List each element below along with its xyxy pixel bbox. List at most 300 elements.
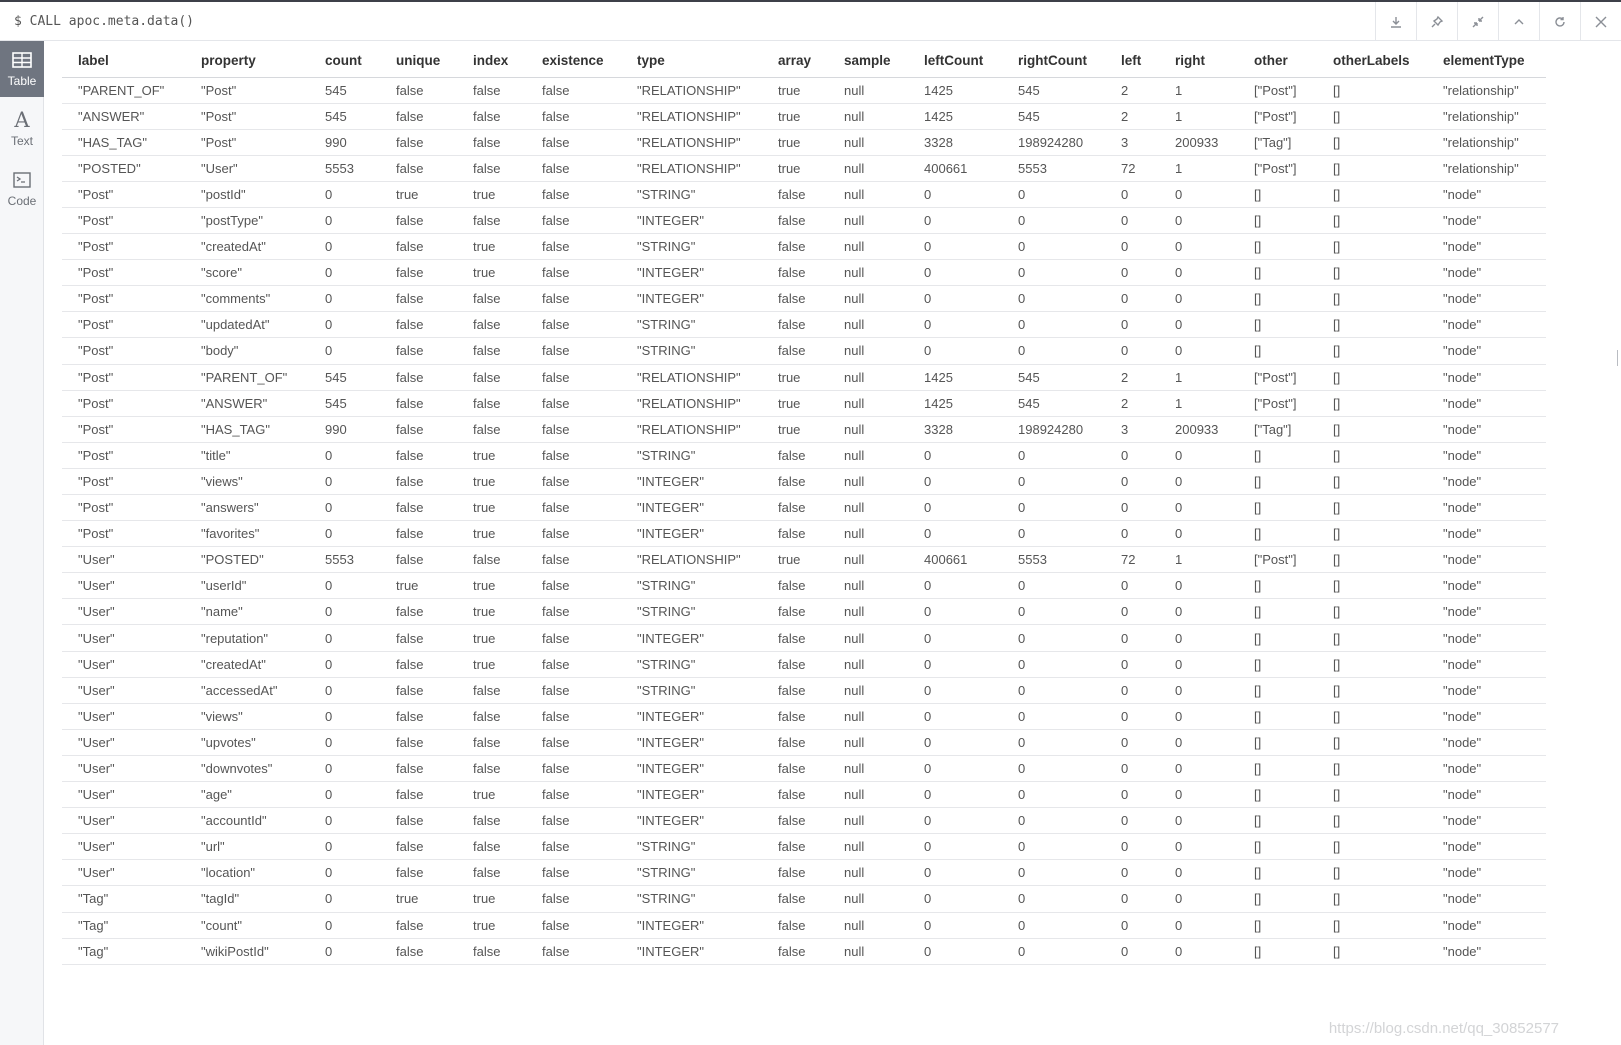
cell-index: true [457, 912, 526, 938]
cell-array: false [762, 677, 828, 703]
cell-index: true [457, 625, 526, 651]
cell-right: 1 [1159, 103, 1238, 129]
cell-property: "wikiPostId" [185, 938, 309, 964]
cell-other: [] [1238, 938, 1317, 964]
cell-type: "INTEGER" [621, 495, 762, 521]
cell-existence: false [526, 155, 621, 181]
collapse-button[interactable] [1457, 2, 1498, 41]
cell-left: 0 [1105, 468, 1159, 494]
cell-elementType: "node" [1427, 207, 1546, 233]
cell-property: "name" [185, 599, 309, 625]
rerun-button[interactable] [1539, 2, 1580, 41]
cell-type: "STRING" [621, 651, 762, 677]
cell-property: "userId" [185, 573, 309, 599]
cell-type: "RELATIONSHIP" [621, 547, 762, 573]
cell-existence: false [526, 442, 621, 468]
cell-other: [] [1238, 495, 1317, 521]
query-command[interactable]: $ CALL apoc.meta.data() [14, 14, 195, 29]
cell-elementType: "node" [1427, 416, 1546, 442]
cell-rightCount: 545 [1002, 103, 1105, 129]
cell-right: 0 [1159, 260, 1238, 286]
cell-index: false [457, 729, 526, 755]
cell-rightCount: 0 [1002, 468, 1105, 494]
cell-rightCount: 0 [1002, 808, 1105, 834]
cell-index: true [457, 495, 526, 521]
cell-right: 200933 [1159, 416, 1238, 442]
cell-index: false [457, 755, 526, 781]
sidebar-item-code[interactable] [0, 161, 44, 217]
table-row[interactable] [62, 912, 1546, 938]
cell-left: 2 [1105, 364, 1159, 390]
cell-unique: false [380, 77, 457, 103]
cell-sample: null [828, 625, 908, 651]
cell-otherLabels: [] [1317, 547, 1427, 573]
cell-right: 0 [1159, 782, 1238, 808]
cell-type: "RELATIONSHIP" [621, 416, 762, 442]
cell-index: false [457, 416, 526, 442]
table-row[interactable] [62, 651, 1546, 677]
table-row[interactable] [62, 677, 1546, 703]
cell-type: "INTEGER" [621, 521, 762, 547]
table-row[interactable] [62, 364, 1546, 390]
cell-leftCount: 0 [908, 286, 1002, 312]
cell-type: "RELATIONSHIP" [621, 103, 762, 129]
table-row[interactable] [62, 468, 1546, 494]
cell-other: [] [1238, 860, 1317, 886]
cell-existence: false [526, 834, 621, 860]
cell-unique: false [380, 416, 457, 442]
cell-type: "STRING" [621, 234, 762, 260]
cell-leftCount: 0 [908, 207, 1002, 233]
cell-otherLabels: [] [1317, 390, 1427, 416]
cell-count: 0 [309, 234, 380, 260]
cell-rightCount: 198924280 [1002, 416, 1105, 442]
cell-count: 0 [309, 599, 380, 625]
cell-rightCount: 0 [1002, 677, 1105, 703]
cell-existence: false [526, 207, 621, 233]
cell-type: "RELATIONSHIP" [621, 155, 762, 181]
cell-left: 72 [1105, 155, 1159, 181]
cell-otherLabels: [] [1317, 808, 1427, 834]
cell-right: 0 [1159, 495, 1238, 521]
cell-rightCount: 0 [1002, 234, 1105, 260]
cell-index: false [457, 364, 526, 390]
cell-unique: false [380, 782, 457, 808]
cell-leftCount: 1425 [908, 364, 1002, 390]
table-row[interactable] [62, 834, 1546, 860]
cell-leftCount: 0 [908, 495, 1002, 521]
sidebar-item-table[interactable] [0, 41, 44, 97]
column-header-rightCount: rightCount [1002, 44, 1105, 77]
cell-index: false [457, 390, 526, 416]
cell-label: "User" [62, 755, 185, 781]
cell-sample: null [828, 77, 908, 103]
cell-sample: null [828, 860, 908, 886]
cell-leftCount: 0 [908, 677, 1002, 703]
cell-elementType: "node" [1427, 651, 1546, 677]
cell-rightCount: 0 [1002, 834, 1105, 860]
column-header-elementType: elementType [1427, 44, 1546, 77]
cell-otherLabels: [] [1317, 338, 1427, 364]
cell-unique: false [380, 260, 457, 286]
cell-property: "Post" [185, 129, 309, 155]
cell-property: "HAS_TAG" [185, 416, 309, 442]
cell-type: "INTEGER" [621, 755, 762, 781]
cell-otherLabels: [] [1317, 207, 1427, 233]
table-row[interactable] [62, 155, 1546, 181]
cell-unique: false [380, 808, 457, 834]
cell-count: 0 [309, 860, 380, 886]
table-row[interactable] [62, 599, 1546, 625]
cell-count: 0 [309, 338, 380, 364]
cell-other: [] [1238, 782, 1317, 808]
cell-unique: false [380, 703, 457, 729]
cell-index: true [457, 573, 526, 599]
cell-sample: null [828, 808, 908, 834]
cell-leftCount: 0 [908, 312, 1002, 338]
cell-count: 0 [309, 573, 380, 599]
chevron-up-icon [1512, 15, 1526, 29]
table-row[interactable] [62, 77, 1546, 103]
cell-count: 545 [309, 390, 380, 416]
column-header-index: index [457, 44, 526, 77]
cell-array: false [762, 755, 828, 781]
cell-otherLabels: [] [1317, 912, 1427, 938]
cell-other: [] [1238, 834, 1317, 860]
table-row[interactable] [62, 547, 1546, 573]
cell-right: 0 [1159, 468, 1238, 494]
table-row[interactable] [62, 312, 1546, 338]
column-header-leftCount: leftCount [908, 44, 1002, 77]
cell-elementType: "node" [1427, 729, 1546, 755]
cell-left: 0 [1105, 599, 1159, 625]
cell-right: 0 [1159, 808, 1238, 834]
cell-sample: null [828, 207, 908, 233]
cell-array: false [762, 234, 828, 260]
cell-array: true [762, 547, 828, 573]
results-table [62, 44, 1546, 965]
cell-existence: false [526, 651, 621, 677]
cell-index: false [457, 677, 526, 703]
table-row[interactable] [62, 782, 1546, 808]
column-header-otherLabels: otherLabels [1317, 44, 1427, 77]
cell-existence: false [526, 938, 621, 964]
table-row[interactable] [62, 860, 1546, 886]
cell-left: 0 [1105, 808, 1159, 834]
cell-leftCount: 3328 [908, 129, 1002, 155]
cell-label: "Tag" [62, 938, 185, 964]
cell-unique: false [380, 625, 457, 651]
table-row[interactable] [62, 808, 1546, 834]
cell-elementType: "node" [1427, 312, 1546, 338]
pin-button[interactable] [1416, 2, 1457, 41]
cell-array: false [762, 495, 828, 521]
cell-index: false [457, 286, 526, 312]
cell-leftCount: 0 [908, 468, 1002, 494]
cell-property: "updatedAt" [185, 312, 309, 338]
results-table-container[interactable] [62, 44, 1546, 965]
cell-type: "INTEGER" [621, 207, 762, 233]
cell-unique: false [380, 651, 457, 677]
table-row[interactable] [62, 755, 1546, 781]
cell-property: "answers" [185, 495, 309, 521]
table-row[interactable] [62, 181, 1546, 207]
cell-leftCount: 0 [908, 599, 1002, 625]
cell-other: [] [1238, 338, 1317, 364]
cell-rightCount: 0 [1002, 860, 1105, 886]
result-frame-header [0, 0, 1621, 41]
cell-existence: false [526, 234, 621, 260]
cell-unique: false [380, 599, 457, 625]
cell-sample: null [828, 912, 908, 938]
cell-label: "Post" [62, 390, 185, 416]
cell-leftCount: 0 [908, 912, 1002, 938]
cell-rightCount: 545 [1002, 77, 1105, 103]
cell-property: "score" [185, 260, 309, 286]
cell-elementType: "node" [1427, 782, 1546, 808]
cell-array: false [762, 729, 828, 755]
cell-other: ["Post"] [1238, 390, 1317, 416]
table-row[interactable] [62, 416, 1546, 442]
cell-count: 545 [309, 364, 380, 390]
cell-right: 0 [1159, 651, 1238, 677]
cell-array: false [762, 338, 828, 364]
cell-existence: false [526, 521, 621, 547]
cell-count: 5553 [309, 155, 380, 181]
cell-rightCount: 0 [1002, 312, 1105, 338]
cell-left: 0 [1105, 495, 1159, 521]
cell-leftCount: 0 [908, 181, 1002, 207]
cell-existence: false [526, 755, 621, 781]
cell-leftCount: 400661 [908, 547, 1002, 573]
cell-right: 0 [1159, 234, 1238, 260]
cell-array: false [762, 651, 828, 677]
cell-leftCount: 0 [908, 234, 1002, 260]
cell-existence: false [526, 286, 621, 312]
cell-leftCount: 0 [908, 573, 1002, 599]
cell-type: "STRING" [621, 834, 762, 860]
column-header-array: array [762, 44, 828, 77]
cell-index: true [457, 782, 526, 808]
cell-left: 0 [1105, 442, 1159, 468]
cell-type: "STRING" [621, 599, 762, 625]
cell-elementType: "relationship" [1427, 103, 1546, 129]
cell-index: false [457, 703, 526, 729]
cell-array: false [762, 521, 828, 547]
cell-elementType: "node" [1427, 364, 1546, 390]
cell-property: "reputation" [185, 625, 309, 651]
cell-elementType: "node" [1427, 886, 1546, 912]
cell-index: true [457, 651, 526, 677]
sidebar-item-text[interactable] [0, 101, 44, 157]
cell-otherLabels: [] [1317, 364, 1427, 390]
cell-leftCount: 0 [908, 729, 1002, 755]
cell-label: "Post" [62, 442, 185, 468]
cell-elementType: "node" [1427, 286, 1546, 312]
cell-property: "count" [185, 912, 309, 938]
table-row[interactable] [62, 729, 1546, 755]
table-row[interactable] [62, 886, 1546, 912]
table-row[interactable] [62, 495, 1546, 521]
cell-existence: false [526, 129, 621, 155]
cell-label: "Tag" [62, 886, 185, 912]
download-button[interactable] [1375, 2, 1416, 41]
cell-unique: false [380, 677, 457, 703]
cell-left: 3 [1105, 129, 1159, 155]
cell-type: "INTEGER" [621, 782, 762, 808]
close-button[interactable] [1580, 2, 1621, 41]
cell-type: "INTEGER" [621, 912, 762, 938]
cell-index: true [457, 599, 526, 625]
cell-leftCount: 0 [908, 521, 1002, 547]
cell-type: "STRING" [621, 886, 762, 912]
cell-elementType: "node" [1427, 260, 1546, 286]
cell-unique: false [380, 547, 457, 573]
cell-index: false [457, 860, 526, 886]
cell-rightCount: 198924280 [1002, 129, 1105, 155]
cell-otherLabels: [] [1317, 260, 1427, 286]
table-row[interactable] [62, 129, 1546, 155]
cell-label: "User" [62, 625, 185, 651]
table-row[interactable] [62, 103, 1546, 129]
cell-sample: null [828, 416, 908, 442]
cell-rightCount: 5553 [1002, 155, 1105, 181]
cell-elementType: "node" [1427, 938, 1546, 964]
cell-right: 0 [1159, 207, 1238, 233]
cell-leftCount: 0 [908, 442, 1002, 468]
text-icon: A [14, 108, 30, 132]
cell-existence: false [526, 260, 621, 286]
cell-index: true [457, 442, 526, 468]
cell-existence: false [526, 729, 621, 755]
cell-property: "postId" [185, 181, 309, 207]
cell-elementType: "node" [1427, 625, 1546, 651]
cell-right: 0 [1159, 521, 1238, 547]
cell-unique: false [380, 129, 457, 155]
cell-right: 0 [1159, 312, 1238, 338]
cell-sample: null [828, 234, 908, 260]
cell-elementType: "node" [1427, 703, 1546, 729]
table-row[interactable] [62, 703, 1546, 729]
cell-sample: null [828, 573, 908, 599]
table-row[interactable] [62, 573, 1546, 599]
cell-otherLabels: [] [1317, 860, 1427, 886]
sidebar-item-label: Text [10, 134, 33, 148]
cell-property: "POSTED" [185, 547, 309, 573]
table-row[interactable] [62, 938, 1546, 964]
table-row[interactable] [62, 442, 1546, 468]
cell-other: [] [1238, 625, 1317, 651]
cell-label: "Post" [62, 207, 185, 233]
table-row[interactable] [62, 521, 1546, 547]
cell-label: "User" [62, 782, 185, 808]
table-row[interactable] [62, 207, 1546, 233]
cell-property: "body" [185, 338, 309, 364]
table-row[interactable] [62, 338, 1546, 364]
cell-index: false [457, 77, 526, 103]
table-header-row [62, 44, 1546, 77]
cell-label: "Post" [62, 495, 185, 521]
cell-type: "INTEGER" [621, 729, 762, 755]
table-row[interactable] [62, 625, 1546, 651]
cell-elementType: "node" [1427, 755, 1546, 781]
collapse-up-button[interactable] [1498, 2, 1539, 41]
cell-leftCount: 0 [908, 651, 1002, 677]
cell-index: false [457, 938, 526, 964]
cell-rightCount: 545 [1002, 390, 1105, 416]
cell-rightCount: 0 [1002, 286, 1105, 312]
cell-count: 5553 [309, 547, 380, 573]
cell-index: true [457, 521, 526, 547]
cell-otherLabels: [] [1317, 442, 1427, 468]
cell-existence: false [526, 103, 621, 129]
cell-array: false [762, 442, 828, 468]
table-row[interactable] [62, 286, 1546, 312]
cell-leftCount: 0 [908, 860, 1002, 886]
cell-leftCount: 1425 [908, 77, 1002, 103]
cell-right: 0 [1159, 181, 1238, 207]
cell-other: [] [1238, 468, 1317, 494]
cell-type: "STRING" [621, 573, 762, 599]
cell-left: 0 [1105, 181, 1159, 207]
cell-rightCount: 0 [1002, 782, 1105, 808]
cell-right: 0 [1159, 703, 1238, 729]
cell-unique: false [380, 834, 457, 860]
cell-property: "Post" [185, 103, 309, 129]
cell-type: "STRING" [621, 677, 762, 703]
table-row[interactable] [62, 260, 1546, 286]
table-row[interactable] [62, 234, 1546, 260]
cell-unique: false [380, 312, 457, 338]
cell-left: 0 [1105, 834, 1159, 860]
cell-existence: false [526, 416, 621, 442]
table-row[interactable] [62, 390, 1546, 416]
cell-property: "upvotes" [185, 729, 309, 755]
cell-index: true [457, 181, 526, 207]
column-header-right: right [1159, 44, 1238, 77]
cell-count: 545 [309, 103, 380, 129]
scrollbar[interactable] [1617, 350, 1621, 366]
cell-sample: null [828, 755, 908, 781]
cell-elementType: "relationship" [1427, 77, 1546, 103]
cell-sample: null [828, 390, 908, 416]
column-header-count: count [309, 44, 380, 77]
cell-label: "User" [62, 651, 185, 677]
cell-count: 990 [309, 129, 380, 155]
cell-other: [] [1238, 312, 1317, 338]
cell-left: 0 [1105, 860, 1159, 886]
cell-type: "STRING" [621, 312, 762, 338]
cell-array: false [762, 625, 828, 651]
cell-other: [] [1238, 286, 1317, 312]
cell-sample: null [828, 651, 908, 677]
cell-count: 0 [309, 495, 380, 521]
cell-otherLabels: [] [1317, 599, 1427, 625]
cell-count: 0 [309, 521, 380, 547]
cell-label: "Post" [62, 416, 185, 442]
cell-left: 0 [1105, 573, 1159, 599]
cell-sample: null [828, 338, 908, 364]
cell-count: 0 [309, 651, 380, 677]
cell-otherLabels: [] [1317, 651, 1427, 677]
cell-left: 0 [1105, 234, 1159, 260]
cell-count: 0 [309, 703, 380, 729]
cell-existence: false [526, 912, 621, 938]
code-icon [11, 170, 33, 190]
cell-other: [] [1238, 573, 1317, 599]
cell-left: 0 [1105, 938, 1159, 964]
cell-count: 0 [309, 834, 380, 860]
